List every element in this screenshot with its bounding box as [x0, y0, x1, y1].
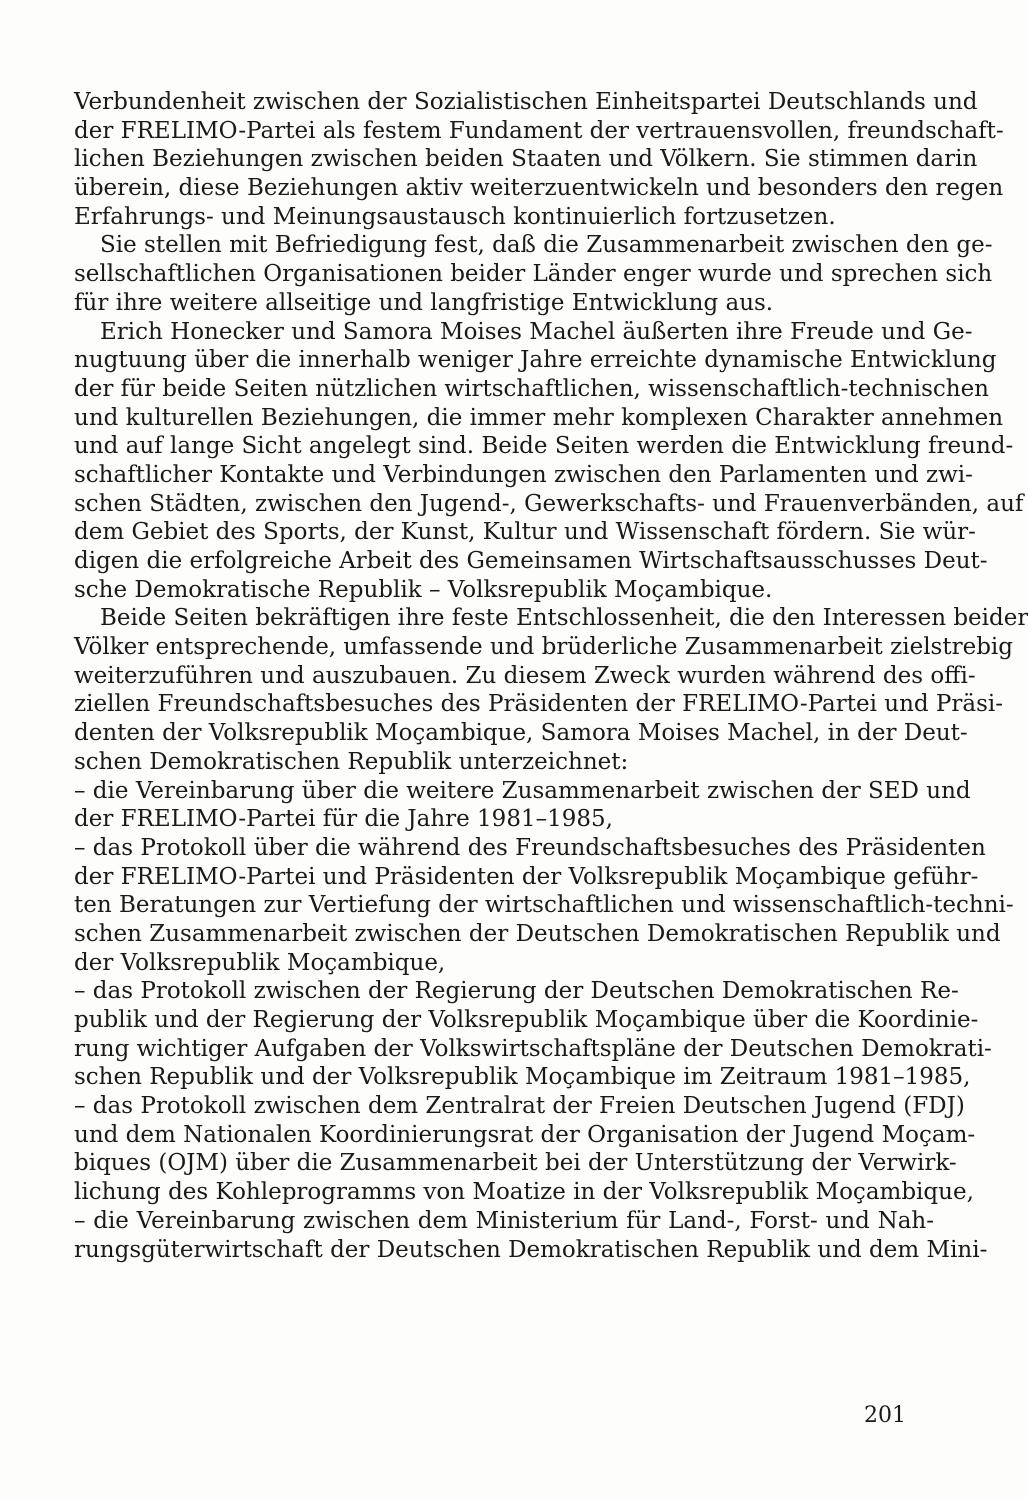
paragraph: [74, 777, 971, 834]
text-line: – die Vereinbarung über die weitere Zusammenarbeit zwischen der SED und: [74, 777, 971, 804]
text-line: sellschaftlichen Organisationen beider Länder enger wurde und sprechen sich: [74, 261, 993, 288]
text-line: schen Städten, zwischen den Jugend-, Gewerkschafts- und Frauenverbänden, auf: [74, 490, 1024, 517]
text-line: lichen Beziehungen zwischen beiden Staaten und Völkern. Sie stimmen darin: [74, 146, 978, 173]
text-line: der FRELIMO-Partei für die Jahre 1981–1985,: [74, 806, 613, 833]
text-line: und kulturellen Beziehungen, die immer mehr komplexen Charakter annehmen: [74, 404, 1004, 431]
text-line: ten Beratungen zur Vertiefung der wirtschaftlichen und wissenschaftlich-techni-: [74, 892, 1014, 919]
text-line: der FRELIMO-Partei als festem Fundament der vertrauensvollen, freundschaft-: [74, 117, 1004, 144]
text-line: schen Republik und der Volksrepublik Moçambique im Zeitraum 1981–1985,: [74, 1064, 971, 1091]
text-line: der für beide Seiten nützlichen wirtschaftlichen, wissenschaftlich-technischen: [74, 375, 989, 402]
paragraph: [74, 231, 993, 317]
text-line: und auf lange Sicht angelegt sind. Beide Seiten werden die Entwicklung freund-: [74, 433, 1014, 460]
paragraph: [74, 834, 1014, 977]
page-number: 201: [864, 1403, 906, 1428]
text-line: Erich Honecker und Samora Moises Machel äußerten ihre Freude und Ge-: [100, 318, 973, 345]
text-line: der Volksrepublik Moçambique,: [74, 949, 446, 976]
text-line: denten der Volksrepublik Moçambique, Samora Moises Machel, in der Deut-: [74, 720, 968, 747]
text-line: – das Protokoll über die während des Freundschaftsbesuches des Präsidenten: [74, 834, 986, 861]
paragraph: [74, 977, 992, 1092]
text-line: schen Demokratischen Republik unterzeichnet:: [74, 748, 629, 775]
text-line: schen Zusammenarbeit zwischen der Deutschen Demokratischen Republik und: [74, 920, 1001, 947]
text-line: ziellen Freundschaftsbesuches des Präsidenten der FRELIMO-Partei und Präsi-: [74, 691, 1004, 718]
text-line: – die Vereinbarung zwischen dem Ministerium für Land-, Forst- und Nah-: [74, 1207, 934, 1234]
text-line: Verbundenheit zwischen der Sozialistischen Einheitspartei Deutschlands und: [74, 89, 978, 115]
paragraph: [74, 318, 1024, 605]
text-line: lichung des Kohleprogramms von Moatize in der Volksrepublik Moçambique,: [74, 1179, 974, 1206]
text-line: der FRELIMO-Partei und Präsidenten der Volksrepublik Moçambique geführ-: [74, 863, 979, 890]
text-line: rungsgüterwirtschaft der Deutschen Demokratischen Republik und dem Mini-: [74, 1236, 988, 1263]
text-line: Erfahrungs- und Meinungsaustausch kontinuierlich fortzusetzen.: [74, 203, 836, 230]
document-body: [74, 88, 1028, 1264]
text-line: Beide Seiten bekräftigen ihre feste Entschlossenheit, die den Interessen beider: [100, 605, 1028, 632]
paragraph: [74, 604, 1028, 776]
text-line: nugtuung über die innerhalb weniger Jahre erreichte dynamische Entwicklung: [74, 347, 997, 374]
text-line: und dem Nationalen Koordinierungsrat der Organisation der Jugend Moçam-: [74, 1121, 976, 1148]
text-line: sche Demokratische Republik – Volksrepublik Moçambique.: [74, 576, 773, 603]
text-line: Völker entsprechende, umfassende und brüderliche Zusammenarbeit zielstrebig: [74, 634, 1014, 661]
text-line: schaftlicher Kontakte und Verbindungen zwischen den Parlamenten und zwi-: [74, 461, 973, 488]
text-line: dem Gebiet des Sports, der Kunst, Kultur und Wissenschaft fördern. Sie wür-: [74, 519, 976, 546]
text-line: biques (OJM) über die Zusammenarbeit bei der Unterstützung der Verwirk-: [74, 1150, 957, 1177]
text-line: – das Protokoll zwischen dem Zentralrat der Freien Deutschen Jugend (FDJ): [74, 1093, 965, 1120]
text-line: – das Protokoll zwischen der Regierung der Deutschen Demokratischen Re-: [74, 978, 959, 1005]
paragraph: [74, 1207, 988, 1264]
paragraph: [74, 1092, 976, 1207]
text-line: rung wichtiger Aufgaben der Volkswirtschaftspläne der Deutschen Demokrati-: [74, 1035, 992, 1062]
text-line: digen die erfolgreiche Arbeit des Gemeinsamen Wirtschaftsausschusses Deut-: [74, 548, 988, 574]
text-line: publik und der Regierung der Volksrepublik Moçambique über die Koordinie-: [74, 1007, 979, 1033]
paragraph: [74, 88, 1004, 231]
text-line: weiterzuführen und auszubauen. Zu diesem Zweck wurden während des offi-: [74, 662, 976, 689]
text-line: Sie stellen mit Befriedigung fest, daß die Zusammenarbeit zwischen den ge-: [100, 232, 993, 259]
text-line: für ihre weitere allseitige und langfristige Entwicklung aus.: [74, 289, 774, 316]
text-line: überein, diese Beziehungen aktiv weiterzuentwickeln und besonders den regen: [74, 175, 1004, 202]
